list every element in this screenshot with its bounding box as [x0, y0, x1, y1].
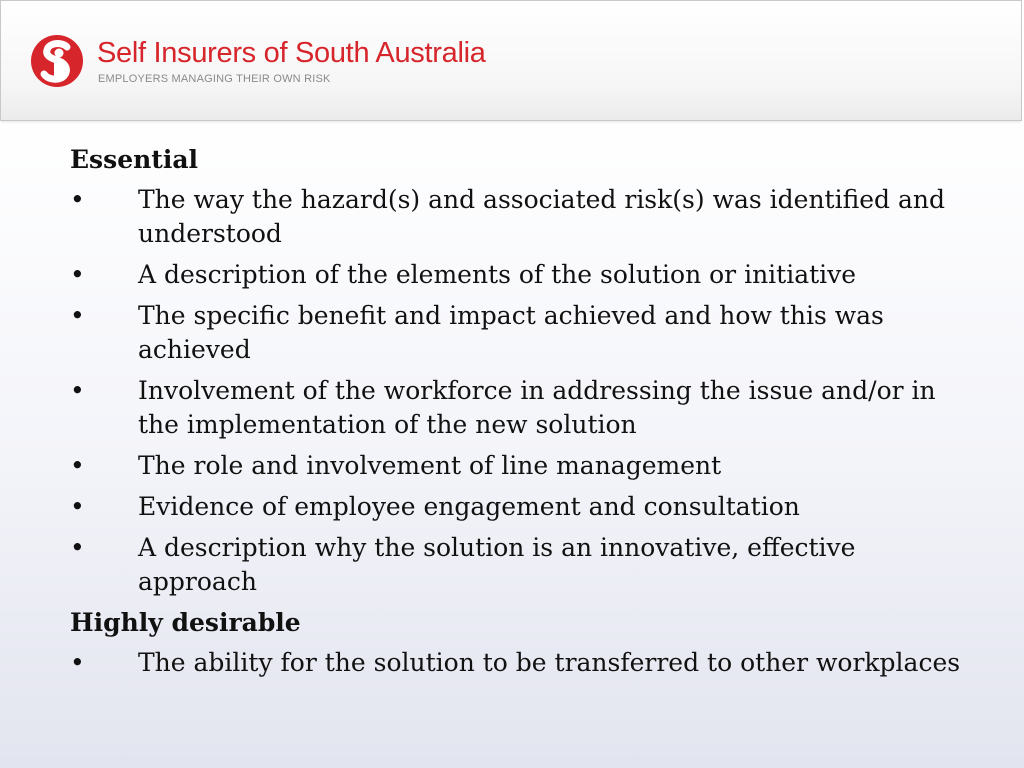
- list-item-text: The role and involvement of line management: [138, 451, 722, 480]
- list-item: [70, 490, 970, 524]
- bullet-icon: •: [70, 648, 85, 677]
- list-item: [70, 531, 970, 599]
- section-essential: [70, 143, 970, 599]
- list-item-text: A description why the solution is an innovative, effective approach: [138, 533, 856, 596]
- section-heading: Essential: [70, 145, 199, 174]
- bullet-icon: •: [70, 260, 85, 289]
- list-item: [70, 299, 970, 367]
- bullet-icon: •: [70, 301, 85, 330]
- list-item: [70, 646, 970, 680]
- slide-header: [0, 0, 1022, 121]
- list-item-text: The way the hazard(s) and associated risk(s) was identified and understood: [138, 185, 946, 248]
- list-item-text: Involvement of the workforce in addressing the issue and/or in the implementation of the new solution: [138, 376, 936, 439]
- bullet-list: [70, 646, 970, 680]
- list-item-text: The specific benefit and impact achieved and how this was achieved: [138, 301, 884, 364]
- list-item-text: The ability for the solution to be transferred to other workplaces: [138, 648, 961, 677]
- list-item: [70, 258, 970, 292]
- list-item-text: Evidence of employee engagement and consultation: [138, 492, 800, 521]
- brand-tagline: EMPLOYERS MANAGING THEIR OWN RISK: [98, 73, 331, 85]
- list-item: [70, 183, 970, 251]
- brand-title: Self Insurers of South Australia: [97, 37, 486, 69]
- slide-body: [70, 143, 970, 687]
- bullet-icon: •: [70, 533, 85, 562]
- bullet-list: [70, 183, 970, 599]
- section-heading: Highly desirable: [70, 608, 301, 637]
- sisa-logo-icon: [30, 29, 84, 93]
- bullet-icon: •: [70, 185, 85, 214]
- bullet-icon: •: [70, 376, 85, 405]
- list-item-text: A description of the elements of the solution or initiative: [138, 260, 857, 289]
- list-item: [70, 449, 970, 483]
- bullet-icon: •: [70, 451, 85, 480]
- section-highly-desirable: [70, 606, 970, 680]
- bullet-icon: •: [70, 492, 85, 521]
- list-item: [70, 374, 970, 442]
